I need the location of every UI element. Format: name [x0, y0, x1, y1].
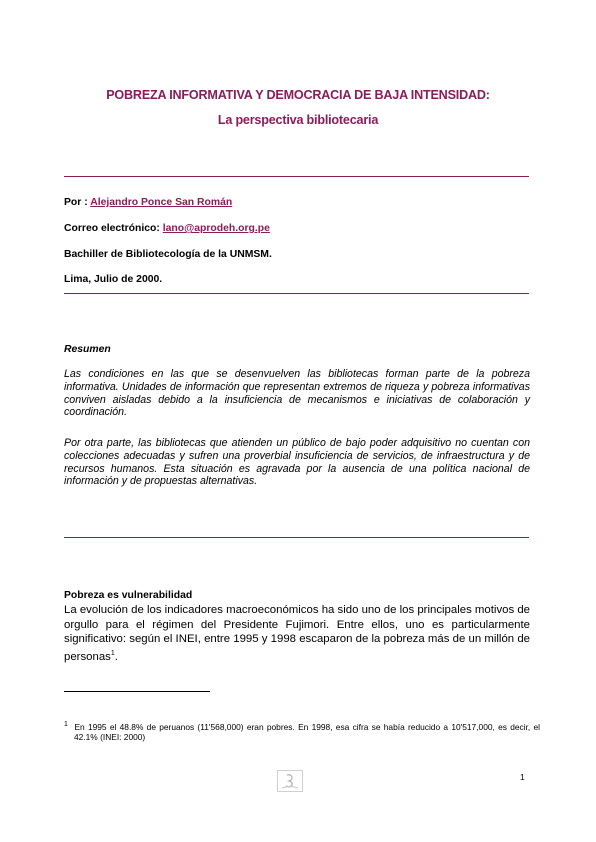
footnote-text: En 1995 el 48.8% de peruanos (11'568,000) eran pobres. En 1998, esa cifra se había reducido a 10'517,000, es decir, el 42.1% (INEI: 2000) — [74, 721, 541, 743]
footnote-marker: 1 — [64, 721, 68, 728]
logo-icon — [277, 770, 303, 792]
author-label: Por : — [64, 197, 88, 208]
divider-abstract — [64, 537, 529, 538]
footnote-ref[interactable]: 1 — [110, 649, 115, 657]
footnote-divider — [64, 691, 210, 692]
page-number: 1 — [520, 772, 525, 782]
section-body-end: . — [114, 650, 118, 663]
paper-title: POBREZA INFORMATIVA Y DEMOCRACIA DE BAJA INTENSIDAD: — [106, 88, 490, 102]
email-label: Correo electrónico: — [64, 223, 160, 234]
degree-line: Bachiller de Bibliotecología de la UNMSM. — [64, 249, 272, 260]
abstract-heading: Resumen — [64, 344, 111, 355]
footnote — [64, 720, 540, 743]
author-link[interactable]: Alejandro Ponce San Román — [90, 197, 233, 208]
divider-meta — [64, 293, 529, 294]
abstract-paragraph-1: Las condiciones en las que se desenvuelven las bibliotecas forman parte de la pobreza informativa. Unidades de información que representan extremos de riqueza y pobreza informativas conviven aisladas debido a la insuficiencia de mecanismos e iniciativas de colaboración y coordinación. — [64, 368, 530, 419]
paper-subtitle: La perspectiva bibliotecaria — [217, 113, 379, 127]
author-line — [64, 196, 232, 209]
divider-top — [64, 176, 529, 177]
place-date-line: Lima, Julio de 2000. — [64, 274, 163, 285]
email-line — [64, 222, 270, 235]
section-body-text: La evolución de los indicadores macroeconómicos ha sido uno de los principales motivos de orgullo para el régimen del Presidente Fujimori. Entre ellos, uno es particularmente significativo: según el INEI, entre 1995 y 1998 escaparon de la pobreza más de un millón de personas — [64, 604, 531, 663]
abstract-paragraph-2: Por otra parte, las bibliotecas que atienden un público de bajo poder adquisitivo no cuentan con colecciones adecuadas y sufren una proverbial insuficiencia de servicios, de infraestructura y de recursos humanos. Esta situación es agravada por la ausencia de una política nacional de información y de propuestas alternativas. — [64, 437, 530, 488]
email-link[interactable]: lano@aprodeh.org.pe — [162, 223, 270, 234]
section-heading: Pobreza es vulnerabilidad — [64, 590, 193, 601]
section-body — [64, 603, 530, 664]
